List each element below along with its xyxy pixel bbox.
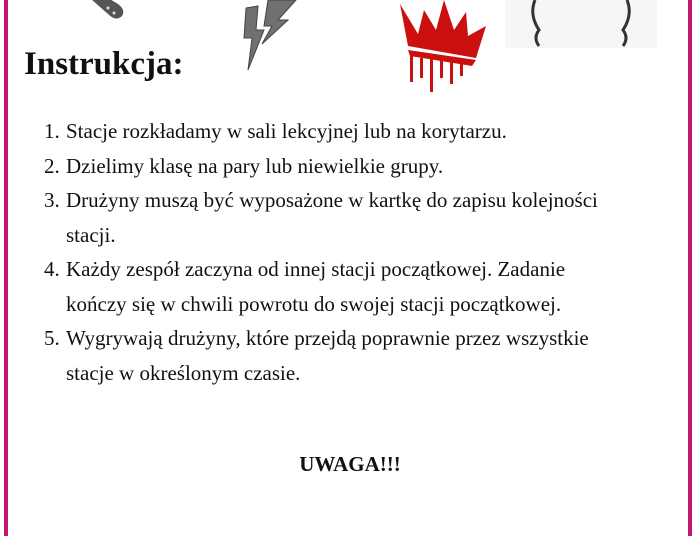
- item-text: Dzielimy klasę na pary lub niewielkie grupy.: [66, 153, 444, 178]
- warning-heading: UWAGA!!!: [299, 452, 401, 476]
- list-item: [44, 321, 644, 390]
- instruction-list: [44, 114, 644, 390]
- item-text: Stacje rozkładamy w sali lekcyjnej lub na korytarzu.: [66, 119, 507, 143]
- hair-sketch-icon: [505, 0, 657, 48]
- illustration-image: [505, 0, 657, 48]
- list-item: [44, 114, 644, 149]
- knife-icon: [78, 0, 128, 28]
- item-number: 5.: [44, 326, 60, 350]
- item-number: 2.: [44, 153, 60, 178]
- crown-icon: [398, 0, 488, 92]
- page-title: Instrukcja:: [24, 46, 184, 82]
- item-number: 3.: [44, 188, 60, 212]
- list-item: [44, 149, 644, 184]
- item-number: 4.: [44, 257, 60, 281]
- item-text: Drużyny muszą być wyposażone w kartkę do zapisu kolejności stacji.: [66, 188, 598, 247]
- lightning-bolts-icon: [238, 0, 302, 72]
- list-item: [44, 183, 644, 252]
- list-item: [44, 252, 644, 321]
- item-text: Każdy zespół zaczyna od innej stacji początkowej. Zadanie kończy się w chwili powrotu do swojej stacji początkowej.: [66, 257, 566, 316]
- item-text: Wygrywają drużyny, które przejdą poprawnie przez wszystkie stacje w określonym czasie.: [66, 326, 589, 385]
- item-number: 1.: [44, 119, 60, 143]
